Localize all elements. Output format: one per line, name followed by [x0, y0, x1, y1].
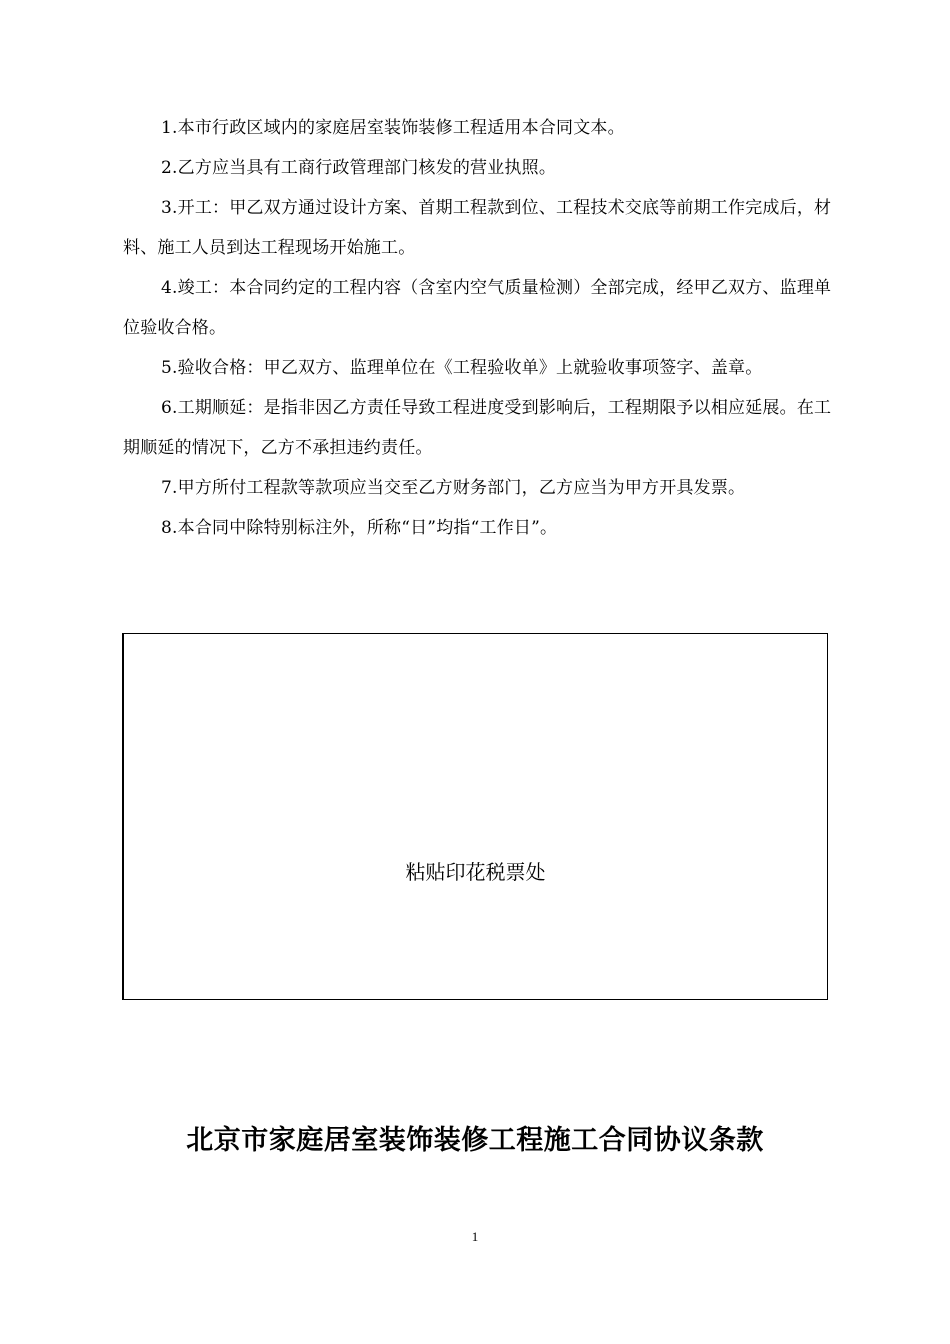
clause-5: 5.验收合格：甲乙双方、监理单位在《工程验收单》上就验收事项签字、盖章。 [161, 358, 763, 378]
clause-1: 1.本市行政区域内的家庭居室装饰装修工程适用本合同文本。 [161, 118, 625, 138]
definitions-clauses [123, 108, 835, 548]
clause-6: 6.工期顺延：是指非因乙方责任导致工程进度受到影响后，工程期限予以相应延展。在工期顺延的情况下，乙方不承担违约责任。 [123, 398, 832, 458]
page-number: 1 [471, 1229, 479, 1244]
clause-7: 7.甲方所付工程款等款项应当交至乙方财务部门，乙方应当为甲方开具发票。 [161, 478, 746, 498]
clause-8: 8.本合同中除特别标注外，所称“日”均指“工作日”。 [161, 518, 558, 538]
stamp-duty-box [122, 633, 828, 1000]
clause-2: 2.乙方应当具有工商行政管理部门核发的营业执照。 [161, 158, 557, 178]
stamp-duty-label: 粘贴印花税票处 [405, 860, 546, 884]
clause-4: 4.竣工：本合同约定的工程内容（含室内空气质量检测）全部完成，经甲乙双方、监理单位验收合格。 [123, 278, 832, 338]
clause-3: 3.开工：甲乙双方通过设计方案、首期工程款到位、工程技术交底等前期工作完成后，材料、施工人员到达工程现场开始施工。 [123, 198, 832, 258]
document-title: 北京市家庭居室装饰装修工程施工合同协议条款 [186, 1125, 764, 1156]
